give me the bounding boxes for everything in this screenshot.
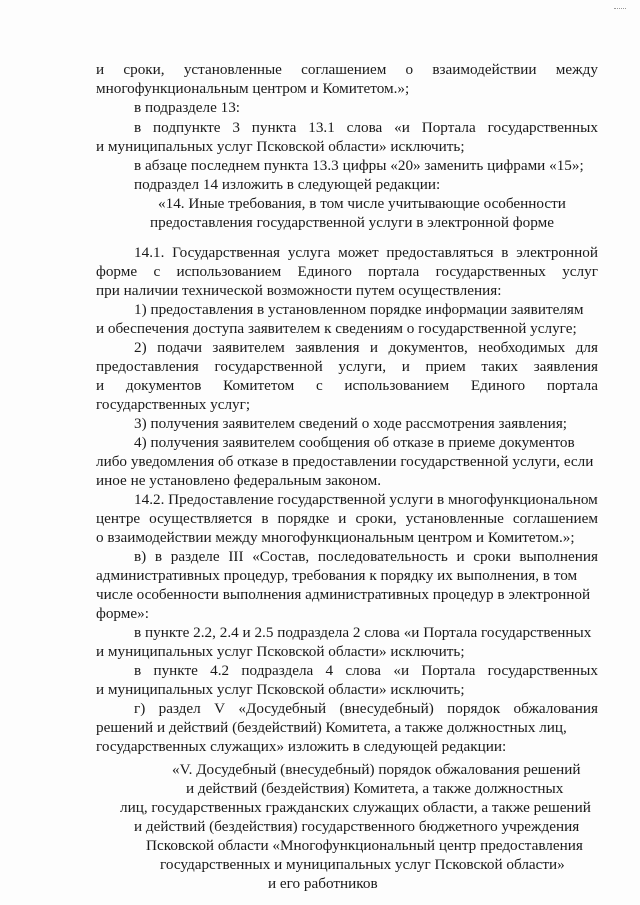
word: форме xyxy=(96,263,138,280)
text-line: государственных служащих» изложить в следующей редакции: xyxy=(96,738,507,755)
word: необходимых xyxy=(478,339,566,356)
text-line: многофункциональным центром и Комитетом.»; xyxy=(96,80,410,97)
word: портала xyxy=(368,263,420,280)
section-heading: предоставления государственной услуги в электронной форме xyxy=(150,214,554,231)
word: 3 xyxy=(232,119,240,136)
word: соглашением xyxy=(301,61,387,78)
text-line: и обеспечения доступа заявителем к сведениям о государственной услуге; xyxy=(96,320,577,337)
text-line: в абзаце последнем пункта 13.3 цифры «20» заменить цифрами «15»; xyxy=(134,157,584,174)
section-heading: лиц, государственных гражданских служащих области, а также решений xyxy=(120,799,591,816)
word: документов, xyxy=(388,339,468,356)
corner-mark xyxy=(614,8,626,13)
text-line: и муниципальных услуг Псковской области» исключить; xyxy=(96,681,465,698)
word: «и xyxy=(393,662,410,679)
word: в) xyxy=(134,548,147,565)
section-heading: и его работников xyxy=(268,875,378,892)
word: заявления xyxy=(295,339,360,356)
text-line xyxy=(134,700,598,718)
word: с xyxy=(315,377,323,394)
text-line: числе особенности выполнения административных процедур в электронной xyxy=(96,586,591,603)
word: Единого xyxy=(297,263,352,280)
text-line: в подразделе 13: xyxy=(134,99,241,116)
word: слова xyxy=(345,662,382,679)
word: порядок xyxy=(447,700,501,717)
word: подраздела xyxy=(241,662,314,679)
word: обжалования xyxy=(513,700,598,717)
word: услуга xyxy=(287,244,331,261)
word: заявителем xyxy=(212,339,285,356)
text-line: 3) получения заявителем сведений о ходе рассмотрения заявления; xyxy=(134,415,568,432)
text-line xyxy=(134,339,598,357)
word: предоставляться xyxy=(386,244,494,261)
text-line: при наличии технической возможности путем осуществления: xyxy=(96,282,502,299)
text-line xyxy=(134,119,598,137)
word: электронной xyxy=(516,244,598,261)
word: в xyxy=(134,119,142,136)
text-line xyxy=(96,61,598,79)
word: Портала xyxy=(421,119,476,136)
word: в xyxy=(261,510,269,527)
word: и xyxy=(96,377,105,394)
word: Государственная xyxy=(172,244,281,261)
word: 4.2 xyxy=(210,662,230,679)
word: соглашением xyxy=(512,510,598,527)
word: государственных xyxy=(487,662,598,679)
word: слова xyxy=(346,119,383,136)
word: услуг xyxy=(562,263,598,280)
word: и xyxy=(96,61,105,78)
word: государственной xyxy=(214,358,323,375)
word: услуги, xyxy=(338,358,387,375)
text-line: 1) предоставления в установленном порядке информации заявителям xyxy=(134,301,584,318)
word: сроки, xyxy=(123,61,165,78)
text-line: в пункте 2.2, 2.4 и 2.5 подраздела 2 слова «и Портала государственных xyxy=(134,624,592,641)
word: и xyxy=(401,358,410,375)
word: раздел xyxy=(158,700,201,717)
word: установленные xyxy=(183,61,282,78)
word: предоставления xyxy=(96,358,199,375)
section-heading: государственных и муниципальных услуг Псковской области» xyxy=(160,856,565,873)
section-heading: «V. Досудебный (внесудебный) порядок обжалования решений xyxy=(172,761,581,778)
word: взаимодействии xyxy=(432,61,537,78)
word: с xyxy=(153,263,161,280)
word: 14.1. xyxy=(134,244,165,261)
word: подпункте xyxy=(153,119,221,136)
text-line: решений и действий (бездействий) Комитета, а также должностных лиц, xyxy=(96,719,567,736)
word: центре xyxy=(96,510,141,527)
text-line xyxy=(96,358,598,376)
text-line: форме»: xyxy=(96,605,149,622)
word: сроки, xyxy=(355,510,397,527)
word: «Досудебный xyxy=(238,700,327,717)
word: осуществляется xyxy=(149,510,253,527)
word: в xyxy=(154,548,163,565)
word: Портала xyxy=(421,662,476,679)
word: III xyxy=(228,548,244,565)
word: 4 xyxy=(325,662,334,679)
text-line: 4) получения заявителем сообщения об отказе в приеме документов xyxy=(134,434,575,451)
word: пункте xyxy=(153,662,198,679)
word: и xyxy=(456,548,465,565)
word: порядке xyxy=(277,510,330,527)
text-line xyxy=(96,510,598,528)
text-line: иное не установлено федеральным законом. xyxy=(96,472,382,489)
word: может xyxy=(338,244,379,261)
section-heading: Псковской области «Многофункциональный центр предоставления xyxy=(146,837,583,854)
word: разделе xyxy=(170,548,220,565)
text-line xyxy=(96,377,598,395)
word: использованием xyxy=(176,263,282,280)
word: использованием xyxy=(344,377,450,394)
word: Единого xyxy=(470,377,526,394)
text-line: 14.2. Предоставление государственной услуги в многофункциональном xyxy=(134,491,598,508)
word: г) xyxy=(134,700,146,717)
word: Комитетом xyxy=(223,377,295,394)
section-heading: «14. Иные требования, в том числе учитывающие особенности xyxy=(158,195,566,212)
word: прием xyxy=(425,358,466,375)
text-line: о взаимодействии между многофункциональным центром и Комитетом.»; xyxy=(96,529,575,546)
section-heading: и действий (бездействия) Комитета, а также должностных xyxy=(186,780,564,797)
word: документов xyxy=(125,377,202,394)
word: в xyxy=(134,662,142,679)
word: и xyxy=(338,510,347,527)
text-line: государственных услуг; xyxy=(96,396,251,413)
word: заявления xyxy=(533,358,598,375)
section-heading: и действий (бездействия) государственного бюджетного учреждения xyxy=(134,818,580,835)
word: (внесудебный) xyxy=(339,700,434,717)
text-line xyxy=(96,263,598,281)
text-line: либо уведомления об отказе в предоставлении государственной услуги, если xyxy=(96,453,594,470)
word: государственных xyxy=(435,263,546,280)
word: для xyxy=(575,339,598,356)
word: 2) xyxy=(134,339,147,356)
word: 13.1 xyxy=(308,119,335,136)
word: подачи xyxy=(157,339,202,356)
text-line xyxy=(134,548,598,566)
text-line xyxy=(134,244,598,262)
text-line: административных процедур, требования к порядку их выполнения, в том xyxy=(96,567,578,584)
word: в xyxy=(501,244,509,261)
text-line xyxy=(134,662,598,680)
word: выполнения xyxy=(519,548,598,565)
word: V xyxy=(214,700,226,717)
text-line: подраздел 14 изложить в следующей редакции: xyxy=(134,176,441,193)
word: «Состав, xyxy=(252,548,310,565)
word: последовательность xyxy=(317,548,448,565)
word: между xyxy=(555,61,598,78)
word: пункта xyxy=(251,119,297,136)
word: о xyxy=(405,61,414,78)
word: установленные xyxy=(405,510,504,527)
word: таких xyxy=(481,358,519,375)
text-line: и муниципальных услуг Псковской области» исключить; xyxy=(96,138,465,155)
word: сроки xyxy=(473,548,511,565)
word: «и xyxy=(394,119,410,136)
word: портала xyxy=(546,377,598,394)
text-line: и муниципальных услуг Псковской области» исключить; xyxy=(96,643,465,660)
word: и xyxy=(369,339,379,356)
word: государственных xyxy=(487,119,598,136)
